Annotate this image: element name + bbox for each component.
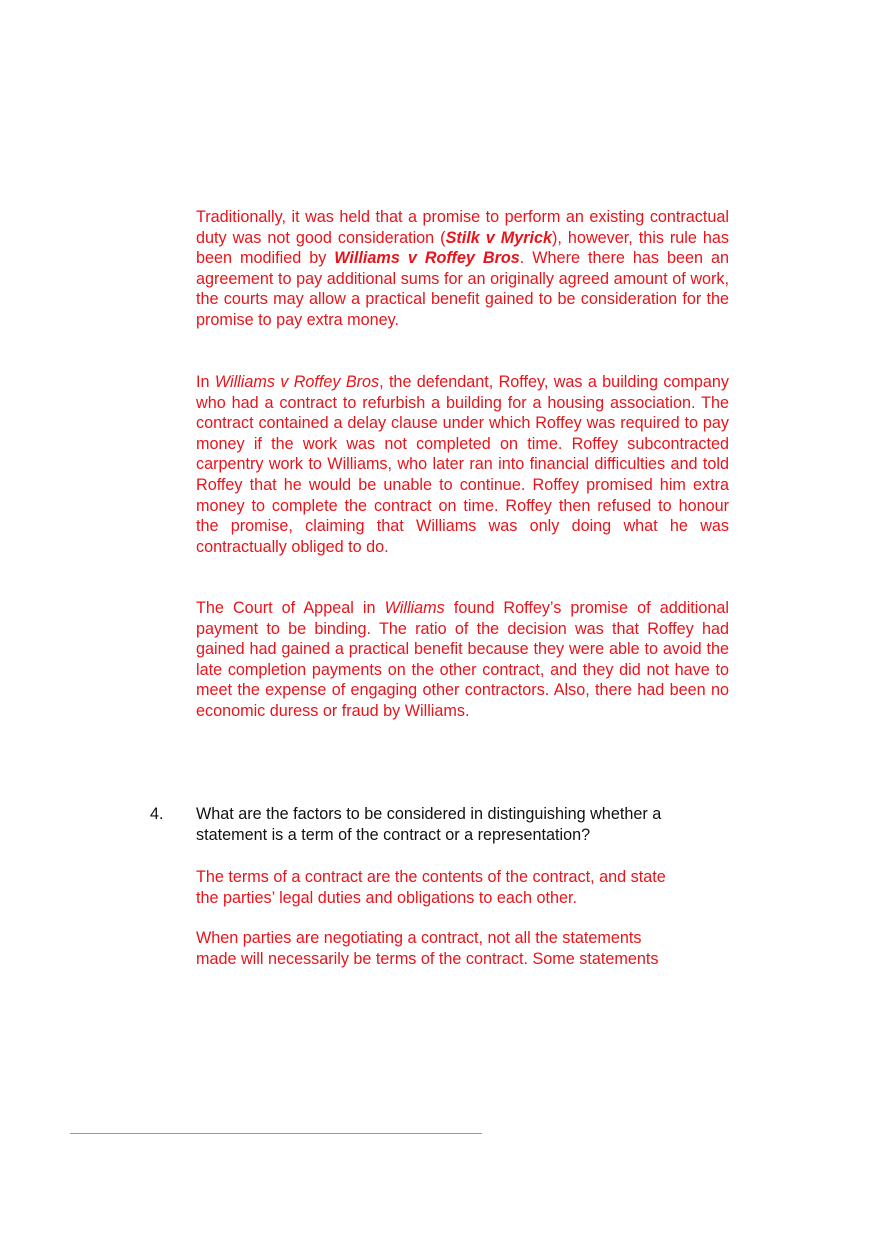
- text-run: Traditionally, it was held that a promise to perform an existing contractual duty was not good consideration (: [196, 208, 729, 247]
- answer-paragraph-terms: [196, 867, 756, 908]
- text-run: In: [196, 373, 215, 391]
- answer-line: The terms of a contract are the contents of the contract, and state: [196, 868, 666, 886]
- answer-line: made will necessarily be terms of the contract. Some statements: [196, 949, 659, 968]
- paragraph-text: [196, 372, 729, 557]
- answer-paragraph-consideration: [196, 207, 729, 331]
- question-number: 4.: [150, 805, 164, 823]
- case-name-williams: Williams v Roffey Bros: [214, 373, 380, 391]
- answer-paragraph-statements: [196, 928, 756, 969]
- text-run: found Roffey’s promise of additional payment to be binding. The ratio of the decision was that Roffey had gained had gained a practical benefit because they were able to avoid the late completion payments on the other contract, and they did not have to meet the expense of engaging other contractors. Also, there had been no economic duress or fraud by Williams.: [196, 599, 730, 720]
- question-line: What are the factors to be considered in distinguishing whether a: [196, 805, 662, 823]
- text-run: , the defendant, Roffey, was a building company who had a contract to refurbish a building for a housing association. The contract contained a delay clause under which Roffey was required to pay money if the work was not completed on time. Roffey subcontracted carpentry work to Williams, who later ran into financial difficulties and told Roffey that he would be unable to continue. Roffey promised him extra money to complete the contract on time. Roffey then refused to honour the promise, claiming that Williams was only doing what he was contractually obliged to do.: [196, 373, 730, 556]
- answer-line: When parties are negotiating a contract, not all the statements: [196, 929, 642, 947]
- case-name-williams: Williams: [384, 599, 445, 617]
- answer-paragraph-decision: [196, 598, 729, 722]
- question-line: statement is a term of the contract or a representation?: [196, 825, 591, 844]
- case-name-stilk: Stilk v Myrick: [445, 228, 553, 247]
- paragraph-text: [196, 598, 729, 722]
- footnote-separator: [70, 1133, 482, 1134]
- answer-paragraph-facts: [196, 372, 729, 557]
- answer-line: the parties’ legal duties and obligations to each other.: [196, 888, 577, 907]
- text-run: . Where there has been an agreement to pay additional sums for an originally agreed amount of work, the courts may allow a practical benefit gained to be consideration for the promise to pay extra money.: [196, 249, 729, 329]
- case-name-williams: Williams v Roffey Bros: [334, 249, 520, 268]
- paragraph-text: [196, 207, 729, 331]
- text-run: The Court of Appeal in: [196, 599, 385, 617]
- question-text: [196, 804, 756, 845]
- text-run: ), however, this rule has been modified by: [196, 228, 729, 268]
